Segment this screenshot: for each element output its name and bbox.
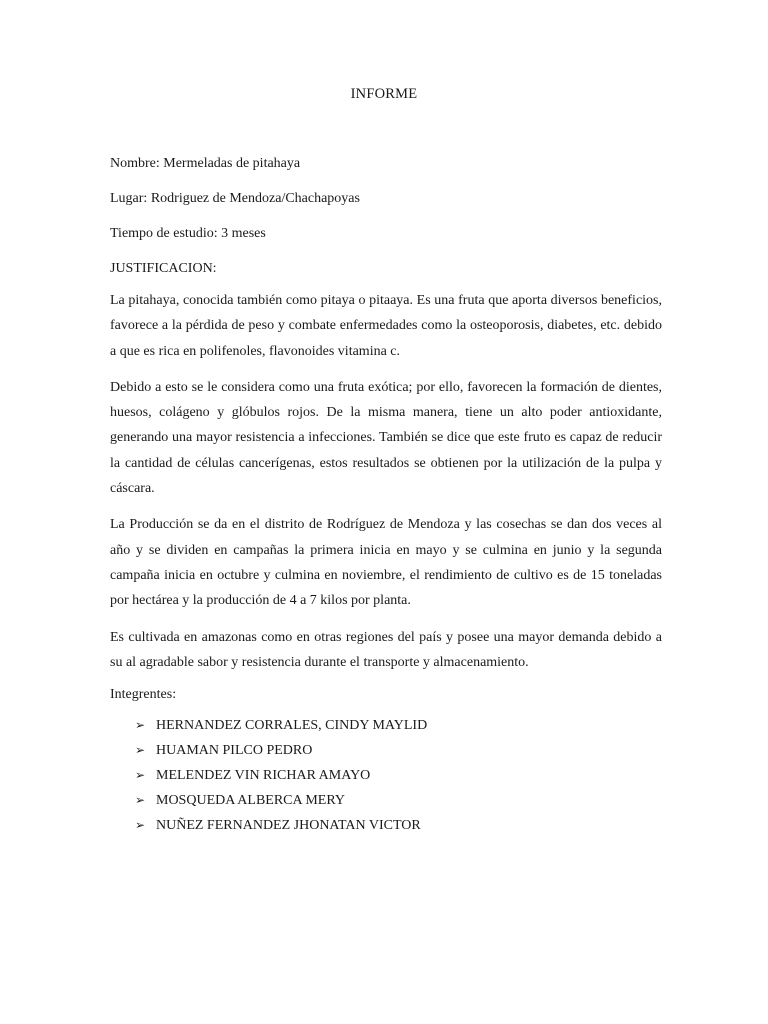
list-item <box>135 763 662 788</box>
member-name: MOSQUEDA ALBERCA MERY <box>156 793 346 809</box>
list-item <box>135 813 662 838</box>
arrowhead-bullet-icon: ➢ <box>135 768 146 783</box>
arrowhead-bullet-icon: ➢ <box>135 818 146 833</box>
paragraph: La Producción se da en el distrito de Rodríguez de Mendoza y las cosechas se dan dos veces al año y se dividen en campañas la primera inicia en mayo y se culmina en junio y la segunda campaña inicia en octubre y culmina en noviembre, el rendimiento de cultivo es de 15 toneladas por hectárea y la producción de 4 a 7 kilos por planta. <box>110 517 662 609</box>
list-item <box>135 738 662 763</box>
paragraph: Es cultivada en amazonas como en otras regiones del país y posee una mayor demanda debido a su al agradable sabor y resistencia durante el transporte y almacenamiento. <box>110 629 662 670</box>
paragraph: La pitahaya, conocida también como pitaya o pitaaya. Es una fruta que aporta diversos beneficios, favorece a la pérdida de peso y combate enfermedades como la osteoporosis, diabetes, etc. debido a que es rica en polifenoles, flavonoides vitamina c. <box>110 293 662 359</box>
member-name: HUAMAN PILCO PEDRO <box>156 743 313 759</box>
arrowhead-bullet-icon: ➢ <box>135 743 146 758</box>
document-title: INFORME <box>350 86 418 102</box>
member-name: HERNANDEZ CORRALES, CINDY MAYLID <box>156 718 428 734</box>
member-name: NUÑEZ FERNANDEZ JHONATAN VICTOR <box>156 818 421 834</box>
document-body <box>110 155 662 838</box>
arrowhead-bullet-icon: ➢ <box>135 793 146 808</box>
field-nombre: Nombre: Mermeladas de pitahaya <box>110 156 301 171</box>
list-item <box>135 713 662 738</box>
paragraph: Debido a esto se le considera como una fruta exótica; por ello, favorecen la formación de dientes, huesos, colágeno y glóbulos rojos. De la misma manera, tiene un alto poder antioxidante, generando una mayor resistencia a infecciones. También se dice que este fruto es capaz de reducir la cantidad de células cancerígenas, estos resultados se obtienen por la utilización de la pulpa y cáscara. <box>110 379 662 497</box>
field-lugar: Lugar: Rodriguez de Mendoza/Chachapoyas <box>110 191 360 206</box>
arrowhead-bullet-icon: ➢ <box>135 718 146 733</box>
members-list <box>110 713 662 838</box>
list-item <box>135 788 662 813</box>
member-name: MELENDEZ VIN RICHAR AMAYO <box>156 768 371 784</box>
field-tiempo: Tiempo de estudio: 3 meses <box>110 226 266 241</box>
members-label: Integrentes: <box>110 687 177 703</box>
section-heading-justificacion: JUSTIFICACION: <box>110 261 217 276</box>
